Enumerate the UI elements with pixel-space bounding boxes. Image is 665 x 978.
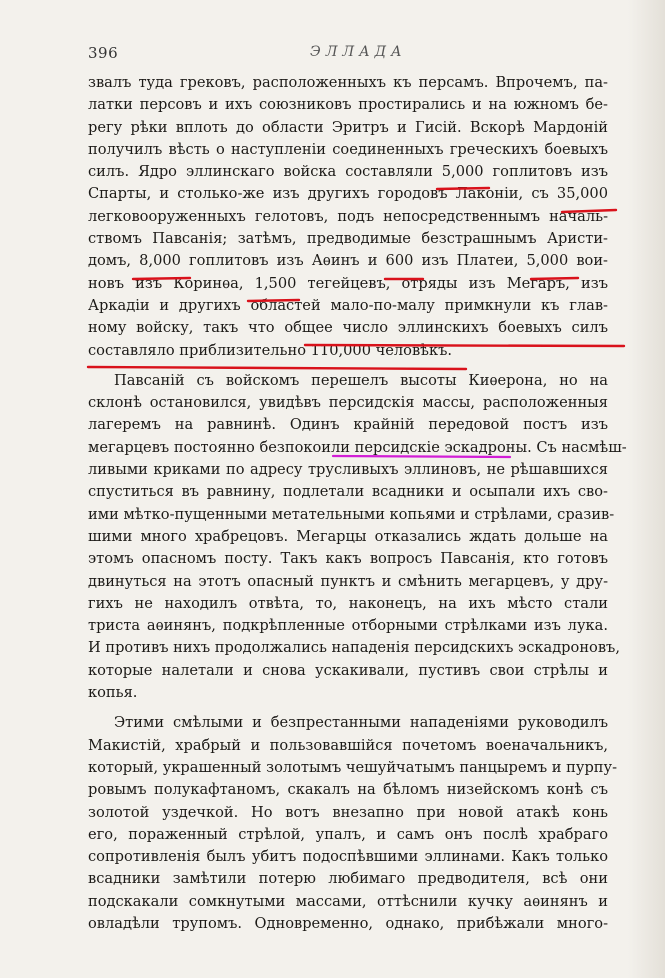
paragraph-2 (88, 370, 627, 704)
text-line: всадники замѣтили потерю любимаго предводителя, всѣ они (88, 870, 608, 888)
body-text (88, 72, 627, 935)
text-line: двинуться на этотъ опасный пунктъ и смѣнить мегарцевъ, у дру- (88, 572, 608, 590)
page-number: 396 (88, 44, 119, 62)
text-line: звалъ туда грековъ, расположенныхъ къ персамъ. Впрочемъ, па- (88, 74, 608, 91)
text-line: этомъ опасномъ посту. Такъ какъ вопросъ Павсанія, кто готовъ (88, 550, 608, 568)
text-line: лагеремъ на равнинѣ. Одинъ крайній передовой постъ изъ (88, 416, 608, 434)
text-line: домъ, 8,000 гоплитовъ изъ Аѳинъ и 600 изъ Платеи, 5,000 вои- (88, 252, 608, 270)
text-line: составляло приблизительно 110,000 человѣкъ. (88, 341, 453, 359)
paragraph-3 (88, 712, 618, 935)
text-line: золотой уздечкой. Но вотъ внезапно при новой атакѣ конь (88, 803, 608, 821)
text-line: Этими смѣлыми и безпрестанными нападеніями руководилъ (114, 714, 608, 732)
text-line: легковооруженныхъ гелотовъ, подъ непосредственнымъ началь- (88, 207, 608, 225)
text-line: триста аѳинянъ, подкрѣпленные отборными стрѣлками изъ лука. (88, 617, 608, 635)
running-title: ЭЛЛАДА (310, 44, 407, 60)
text-line: шими много храбрецовъ. Мегарцы отказались ждать дольше на (88, 527, 608, 545)
text-line: ному войску, такъ что общее число эллинскихъ боевыхъ силъ (88, 319, 608, 337)
text-line: силъ. Ядро эллинскаго войска составляли 5,000 гоплитовъ изъ (88, 163, 608, 181)
text-line: которые налетали и снова ускакивали, пустивъ свои стрѣлы и (88, 661, 608, 679)
text-line: ровымъ полукафтаномъ, скакалъ на бѣломъ низейскомъ конѣ съ (88, 781, 608, 799)
text-line: его, пораженный стрѣлой, упалъ, и самъ онъ послѣ храбраго (88, 825, 608, 843)
text-line: Макистій, храбрый и пользовавшійся почетомъ военачальникъ, (88, 736, 608, 754)
text-line: Аркадіи и другихъ областей мало-по-малу примкнули къ глав- (88, 296, 608, 314)
text-line: копья. (88, 684, 138, 702)
text-line: подскакали сомкнутыми массами, оттѣснили кучку аѳинянъ и (88, 892, 608, 910)
paragraph-1 (88, 72, 608, 362)
text-line: склонѣ остановился, увидѣвъ персидскія массы, расположенныя (88, 394, 608, 412)
text-line: мегарцевъ постоянно безпокоили персидскіе эскадроны. Съ насмѣш- (88, 438, 627, 456)
text-line: овладѣли трупомъ. Одновременно, однако, прибѣжали много- (88, 914, 608, 932)
text-line: ствомъ Павсанія; затѣмъ, предводимые безстрашнымъ Аристи- (88, 230, 608, 248)
text-line: гихъ не находилъ отвѣта, то, наконецъ, на ихъ мѣсто стали (88, 594, 608, 612)
text-line: получилъ вѣсть о наступленіи соединенныхъ греческихъ боевыхъ (88, 140, 608, 158)
text-line: ими мѣтко-пущенными метательными копьями и стрѣлами, сразив- (88, 505, 615, 523)
text-line: который, украшенный золотымъ чешуйчатымъ панцыремъ и пурпу- (88, 758, 618, 776)
text-line: сопротивленія былъ убитъ подоспѣвшими эллинами. Какъ только (88, 848, 608, 866)
text-line: регу рѣки вплоть до области Эритръ и Гисій. Вскорѣ Мардоній (88, 118, 608, 136)
page-edge-shadow (628, 0, 665, 978)
text-line: спуститься въ равнину, подлетали всадники и осыпали ихъ сво- (88, 483, 608, 501)
text-line: ливыми криками по адресу трусливыхъ эллиновъ, не рѣшавшихся (88, 461, 608, 479)
text-line: латки персовъ и ихъ союзниковъ простирались и на южномъ бе- (88, 96, 608, 114)
text-line: новъ изъ Коринѳа, 1,500 тегейцевъ, отряды изъ Мегаръ, изъ (88, 274, 608, 292)
text-line: И противъ нихъ продолжались нападенія персидскихъ эскадроновъ, (88, 639, 620, 657)
text-line: Павсаній съ войскомъ перешелъ высоты Киѳерона, но на (114, 371, 608, 389)
text-line: Спарты, и столько-же изъ другихъ городовъ Лаконіи, съ 35,000 (88, 185, 608, 203)
